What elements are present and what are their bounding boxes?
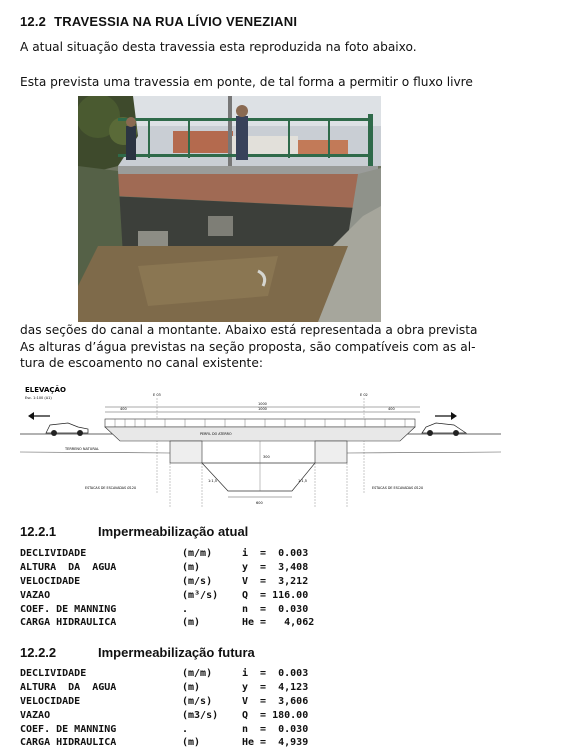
section-title: TRAVESSIA NA RUA LÍVIO VENEZIANI (54, 14, 298, 29)
paragraph-water-heights-1: As alturas d’água previstas na seção proposta, são compatíveis com as al- (20, 340, 476, 354)
dim-2: 1000 (258, 402, 267, 406)
bridge-photo-graphic (78, 96, 381, 322)
bridge-photo (78, 96, 381, 322)
subsection-number: 12.2.1 (20, 524, 57, 539)
dim-4: 400 (388, 407, 395, 411)
piles-left-note: ESTACAS DE ESCAVADAS Ø120 (85, 486, 137, 490)
e-left-label: E 03 (153, 393, 161, 397)
paragraph-sections-upstream: das seções do canal a montante. Abaixo está representada a obra prevista (20, 323, 478, 337)
paragraph-water-heights-2: tura de escoamento no canal existente: (20, 356, 263, 370)
subsection-heading-current (20, 524, 248, 539)
bridge-elevation-drawing (20, 383, 501, 513)
dim-6: 300 (263, 455, 270, 459)
arrow-right-icon (435, 412, 457, 420)
arrow-left-icon (28, 412, 50, 420)
dim-1: 400 (120, 407, 127, 411)
elevation-graphic (20, 383, 501, 513)
subsection-title: Impermeabilização atual (98, 524, 249, 539)
slope-left: 1:1,5 (208, 479, 217, 483)
subsection-heading-future (20, 645, 255, 660)
section-heading (20, 14, 297, 29)
e-right-label: E 02 (360, 393, 368, 397)
drawing-title: ELEVAÇÃO (25, 386, 66, 394)
piles-right-note: ESTACAS DE ESCAVADAS Ø120 (372, 486, 424, 490)
slope-right: 1:1,5 (298, 479, 307, 483)
terrain-label: TERRENO NATURAL (65, 447, 99, 451)
section-number: 12.2 (20, 14, 47, 29)
subsection-number: 12.2.2 (20, 645, 57, 660)
drawing-scale: Esc. 1:100 (A1) (25, 396, 52, 400)
paragraph-planned-bridge: Esta prevista uma travessia em ponte, de tal forma a permitir o fluxo livre (20, 75, 473, 89)
subsection-title: Impermeabilização futura (98, 645, 255, 660)
dim-5: 600 (256, 501, 263, 505)
dim-3: 1000 (258, 407, 267, 411)
profile-note: PERFIL DO ATERRO (200, 432, 232, 436)
paragraph-current-situation: A atual situação desta travessia esta reproduzida na foto abaixo. (20, 40, 417, 54)
